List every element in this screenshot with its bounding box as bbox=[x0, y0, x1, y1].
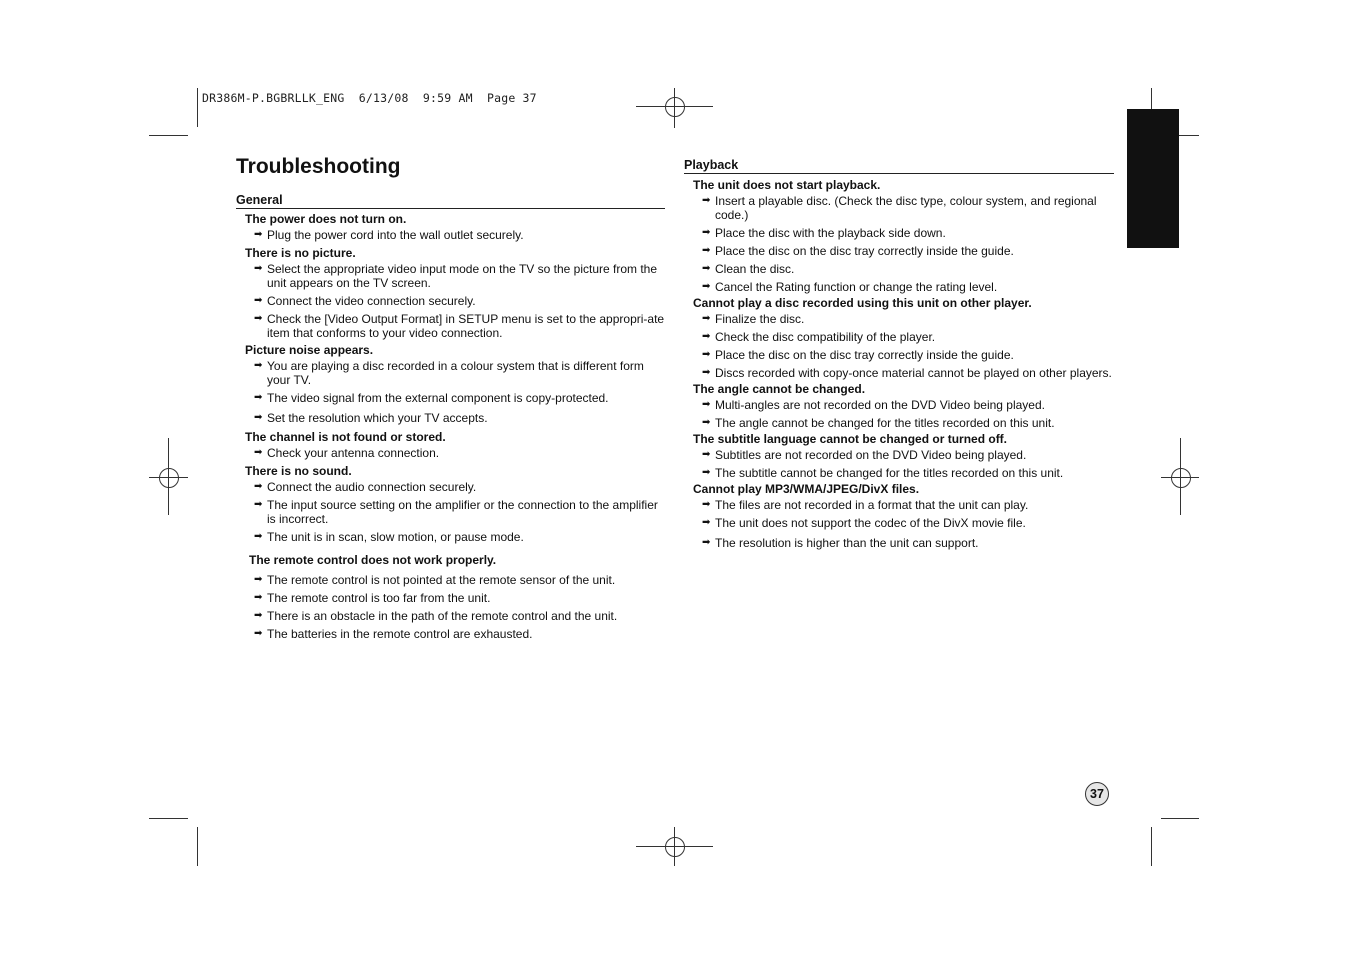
answer-item: ➡ The video signal from the external component is copy-protected. bbox=[254, 391, 609, 405]
qa-group bbox=[684, 382, 1114, 430]
answer-item: ➡ Clean the disc. bbox=[702, 262, 795, 276]
qa-group bbox=[684, 432, 1114, 480]
arrow-icon: ➡ bbox=[254, 499, 263, 510]
arrow-icon: ➡ bbox=[254, 412, 263, 423]
answer-item: ➡ Finalize the disc. bbox=[702, 312, 805, 326]
answer-item: ➡ The unit is in scan, slow motion, or pause mode. bbox=[254, 530, 524, 544]
arrow-icon: ➡ bbox=[254, 592, 263, 603]
answer-item: ➡ Check the [Video Output Format] in SETUP menu is set to the appropri-ate item that conforms to your video connection. bbox=[254, 312, 665, 340]
answer-item: ➡ Set the resolution which your TV accepts. bbox=[254, 411, 488, 425]
answer-item: ➡ Check your antenna connection. bbox=[254, 446, 440, 460]
question: The channel is not found or stored. bbox=[245, 430, 446, 444]
arrow-icon: ➡ bbox=[254, 574, 263, 585]
arrow-icon: ➡ bbox=[702, 417, 711, 428]
answer-item: ➡ Select the appropriate video input mode on the TV so the picture from the unit appears on the TV screen. bbox=[254, 262, 658, 290]
arrow-icon: ➡ bbox=[702, 281, 711, 292]
arrow-icon: ➡ bbox=[702, 467, 711, 478]
answer-item: ➡ The angle cannot be changed for the titles recorded on this unit. bbox=[702, 416, 1055, 430]
arrow-icon: ➡ bbox=[254, 610, 263, 621]
qa-group bbox=[236, 343, 666, 425]
qa-group bbox=[236, 246, 666, 340]
print-slug: DR386M-P.BGBRLLK_ENG 6/13/08 9:59 AM Page 37 bbox=[202, 91, 537, 105]
arrow-icon: ➡ bbox=[254, 360, 263, 371]
arrow-icon: ➡ bbox=[254, 263, 263, 274]
answer-item: ➡ The resolution is higher than the unit can support. bbox=[702, 536, 979, 550]
playback-column bbox=[684, 178, 1114, 550]
answer-item: ➡ Multi-angles are not recorded on the DVD Video being played. bbox=[702, 398, 1045, 412]
arrow-icon: ➡ bbox=[702, 313, 711, 324]
qa-group bbox=[236, 464, 666, 544]
arrow-icon: ➡ bbox=[254, 229, 263, 240]
arrow-icon: ➡ bbox=[702, 449, 711, 460]
answer-item: ➡ The input source setting on the amplifier or the connection to the amplifier is incorrect. bbox=[254, 498, 658, 526]
answer-item: ➡ Cancel the Rating function or change the rating level. bbox=[702, 280, 998, 294]
qa-group bbox=[684, 296, 1114, 380]
answer-item: ➡ Place the disc on the disc tray correctly inside the guide. bbox=[702, 348, 1014, 362]
page-title: Troubleshooting bbox=[236, 155, 401, 178]
answer-item: ➡ Plug the power cord into the wall outlet securely. bbox=[254, 228, 524, 242]
arrow-icon: ➡ bbox=[702, 399, 711, 410]
arrow-icon: ➡ bbox=[702, 263, 711, 274]
question: There is no picture. bbox=[245, 246, 356, 260]
answer-item: ➡ The subtitle cannot be changed for the titles recorded on this unit. bbox=[702, 466, 1064, 480]
arrow-icon: ➡ bbox=[702, 227, 711, 238]
arrow-icon: ➡ bbox=[254, 447, 263, 458]
question: Cannot play a disc recorded using this unit on other player. bbox=[693, 296, 1032, 310]
arrow-icon: ➡ bbox=[254, 295, 263, 306]
question: Picture noise appears. bbox=[245, 343, 374, 357]
qa-group bbox=[236, 553, 666, 641]
answer-item: ➡ The remote control is not pointed at the remote sensor of the unit. bbox=[254, 573, 616, 587]
arrow-icon: ➡ bbox=[702, 537, 711, 548]
arrow-icon: ➡ bbox=[702, 517, 711, 528]
answer-item: ➡ There is an obstacle in the path of the remote control and the unit. bbox=[254, 609, 618, 623]
general-heading: General bbox=[236, 193, 665, 209]
answer-item: ➡ You are playing a disc recorded in a colour system that is different form your TV. bbox=[254, 359, 644, 387]
arrow-icon: ➡ bbox=[702, 245, 711, 256]
answer-item: ➡ Place the disc on the disc tray correctly inside the guide. bbox=[702, 244, 1014, 258]
question: The remote control does not work properly. bbox=[249, 553, 497, 567]
answer-item: ➡ Subtitles are not recorded on the DVD Video being played. bbox=[702, 448, 1027, 462]
qa-group bbox=[684, 482, 1114, 550]
question: The unit does not start playback. bbox=[693, 178, 881, 192]
question: The angle cannot be changed. bbox=[693, 382, 866, 396]
answer-item: ➡ Place the disc with the playback side down. bbox=[702, 226, 946, 240]
playback-heading: Playback bbox=[684, 158, 1114, 174]
general-column bbox=[236, 212, 666, 641]
answer-item: ➡ The remote control is too far from the unit. bbox=[254, 591, 491, 605]
qa-group bbox=[684, 178, 1114, 294]
arrow-icon: ➡ bbox=[702, 331, 711, 342]
page-number: 37 bbox=[1085, 782, 1109, 806]
qa-group bbox=[236, 212, 666, 242]
section-tab bbox=[1127, 109, 1179, 248]
answer-item: ➡ Check the disc compatibility of the player. bbox=[702, 330, 936, 344]
arrow-icon: ➡ bbox=[702, 367, 711, 378]
arrow-icon: ➡ bbox=[254, 531, 263, 542]
answer-item: ➡ Connect the video connection securely. bbox=[254, 294, 476, 308]
answer-item: ➡ Discs recorded with copy-once material cannot be played on other players. bbox=[702, 366, 1112, 380]
qa-group bbox=[236, 430, 666, 460]
arrow-icon: ➡ bbox=[254, 481, 263, 492]
answer-item: ➡ Insert a playable disc. (Check the disc type, colour system, and regional code.) bbox=[702, 194, 1097, 222]
arrow-icon: ➡ bbox=[254, 392, 263, 403]
answer-item: ➡ Connect the audio connection securely. bbox=[254, 480, 477, 494]
arrow-icon: ➡ bbox=[702, 195, 711, 206]
question: Cannot play MP3/WMA/JPEG/DivX files. bbox=[693, 482, 920, 496]
question: There is no sound. bbox=[245, 464, 352, 478]
answer-item: ➡ The batteries in the remote control are exhausted. bbox=[254, 627, 533, 641]
arrow-icon: ➡ bbox=[702, 499, 711, 510]
answer-item: ➡ The unit does not support the codec of the DivX movie file. bbox=[702, 516, 1026, 530]
question: The subtitle language cannot be changed or turned off. bbox=[693, 432, 1008, 446]
question: The power does not turn on. bbox=[245, 212, 407, 226]
answer-item: ➡ The files are not recorded in a format that the unit can play. bbox=[702, 498, 1029, 512]
arrow-icon: ➡ bbox=[254, 628, 263, 639]
arrow-icon: ➡ bbox=[254, 313, 263, 324]
arrow-icon: ➡ bbox=[702, 349, 711, 360]
